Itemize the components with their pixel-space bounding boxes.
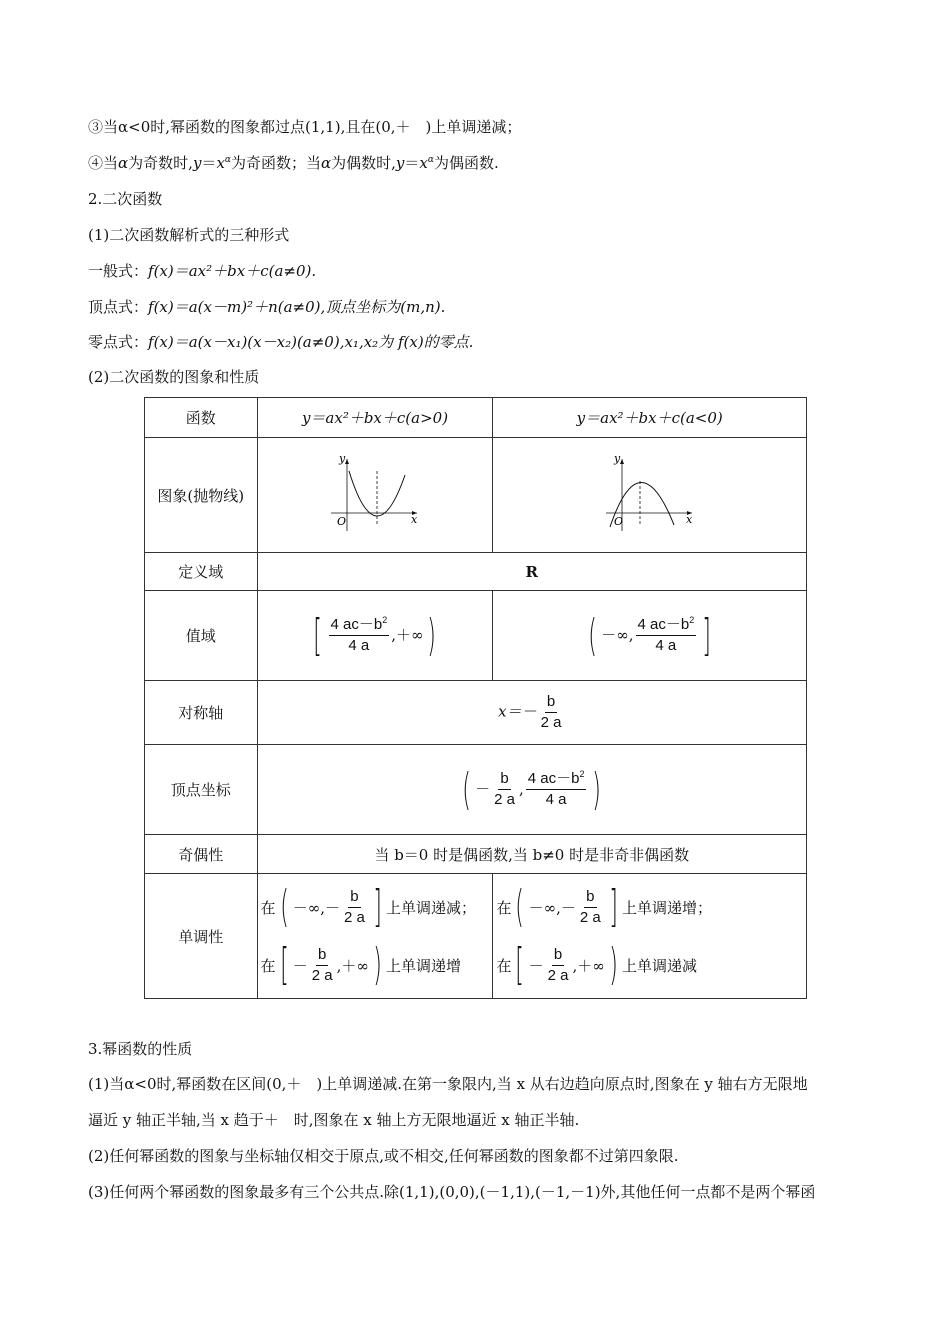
graph-y-label: y — [339, 453, 346, 465]
axis-value: x＝－ $\frac{b}{2 a}$ — [257, 681, 806, 745]
section-2-sub1: (1)二次函数解析式的三种形式 — [88, 226, 290, 244]
label-monotonicity: 单调性 — [145, 874, 258, 999]
section-3-p2: (2)任何幂函数的图象与坐标轴仅相交于原点,或不相交,任何幂函数的图象都不过第四象限. — [88, 1147, 679, 1165]
monotonicity-a-positive: 在 ( －∞,－ $\frac{b}{2 a}$ ] 上单调递减； 在 [ － $\frac{b}{2 a}$ ,＋∞ ) 上单调递增 — [257, 874, 493, 999]
vertex-form: 顶点式：f(x)＝a(x－m)²＋n(a≠0),顶点坐标为(m,n). — [88, 298, 446, 316]
intro-line-3: ③当α<0时,幂函数的图象都过点(1,1),且在(0,＋ )上单调递减； — [88, 118, 522, 136]
section-2-title: 2.二次函数 — [88, 190, 163, 208]
table-row-header — [145, 398, 807, 438]
upward-parabola-graph — [325, 453, 425, 533]
section-3-p1b: 逼近 y 轴正半轴,当 x 趋于＋ 时,图象在 x 轴上方无限地逼近 x 轴正半轴. — [88, 1111, 580, 1129]
section-3-p3: (3)任何两个幂函数的图象最多有三个公共点.除(1,1),(0,0),(－1,1),(－1,－1)外,其他任何一点都不是两个幂函 — [88, 1183, 816, 1201]
graph-upward-parabola — [257, 438, 493, 553]
graph-origin-label: O — [613, 515, 623, 528]
graph-downward-parabola — [493, 438, 807, 553]
vertex-value: ( － $\frac{b}{2 a}$ , $\frac{4 ac-b^2}{4 a}$ ) — [257, 745, 806, 835]
parity-value: 当 b＝0 时是偶函数,当 b≠0 时是非奇非偶函数 — [257, 835, 806, 874]
graph-origin-label: O — [337, 515, 347, 528]
header-function: 函数 — [145, 398, 258, 438]
range-a-negative: ( －∞, $\frac{4 ac-b^2}{4 a}$ ] — [493, 591, 807, 681]
label-domain: 定义域 — [145, 553, 258, 591]
general-form: 一般式：f(x)＝ax²＋bx＋c(a≠0). — [88, 262, 317, 280]
table-row-vertex — [145, 745, 807, 835]
table-row-monotonicity — [145, 874, 807, 999]
table-row-graph — [145, 438, 807, 553]
graph-x-label: x — [411, 513, 418, 526]
zero-form: 零点式：f(x)＝a(x－x₁)(x－x₂)(a≠0),x₁,x₂为 f(x)的零点. — [88, 333, 474, 351]
header-a-positive: y＝ax²＋bx＋c(a>0) — [257, 398, 493, 438]
table-row-axis — [145, 681, 807, 745]
quadratic-properties-table — [144, 397, 807, 999]
section-3-p1a: (1)当α<0时,幂函数在区间(0,＋ )上单调递减.在第一象限内,当 x 从右边趋向原点时,图象在 y 轴右方无限地 — [88, 1075, 808, 1093]
label-vertex: 顶点坐标 — [145, 745, 258, 835]
downward-parabola-graph — [600, 453, 700, 533]
section-2-sub2: (2)二次函数的图象和性质 — [88, 368, 260, 386]
intro-line-4: ④当α为奇数时$,y=x^\alpha$为奇函数；当α为偶数时$,y=x^\alpha$为偶函数. — [88, 154, 499, 172]
graph-y-label: y — [613, 453, 620, 465]
monotonicity-a-negative: 在 ( －∞,－ $\frac{b}{2 a}$ ] 上单调递增； 在 [ － $\frac{b}{2 a}$ ,＋∞ ) 上单调递减 — [493, 874, 807, 999]
table-row-domain — [145, 553, 807, 591]
section-3-title: 3.幂函数的性质 — [88, 1040, 193, 1058]
label-axis: 对称轴 — [145, 681, 258, 745]
label-range: 值域 — [145, 591, 258, 681]
domain-value: R — [257, 553, 806, 591]
header-a-negative: y＝ax²＋bx＋c(a<0) — [493, 398, 807, 438]
table-row-range — [145, 591, 807, 681]
range-a-positive: [ $\frac{4 ac-b^2}{4 a}$ ,＋∞) — [257, 591, 493, 681]
table-row-parity — [145, 835, 807, 874]
label-graph: 图象(抛物线) — [145, 438, 258, 553]
graph-x-label: x — [685, 513, 692, 526]
label-parity: 奇偶性 — [145, 835, 258, 874]
